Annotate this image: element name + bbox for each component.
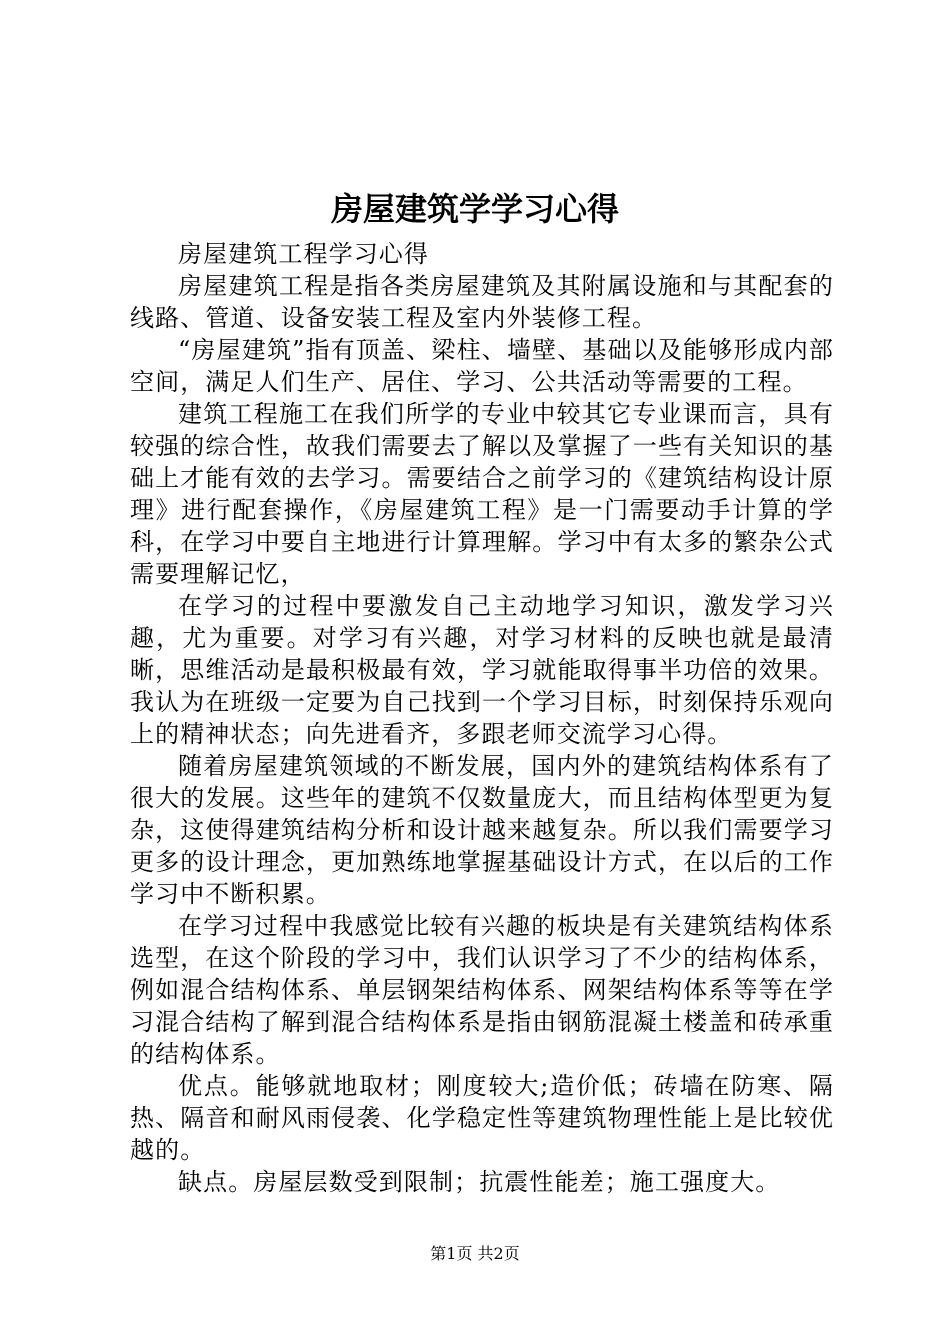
paragraph-course-nature: 建筑工程施工在我们所学的专业中较其它专业课而言，具有较强的综合性，故我们需要去了解以及掌握了一些有关知识的基础上才能有效的去学习。需要结合之前学习的《建筑结构设计原理》进行配套操作，《房屋建筑工程》是一门需要动手计算的学科，在学习中要自主地进行计算理解。学习中有太多的繁杂公式需要理解记忆， bbox=[130, 400, 834, 588]
paragraph-development: 随着房屋建筑领域的不断发展，国内外的建筑结构体系有了很大的发展。这些年的建筑不仅数量庞大，而且结构体型更为复杂，这使得建筑结构分析和设计越来越复杂。所以我们需要学习更多的设计理念，更加熟练地掌握基础设计方式，在以后的工作学习中不断积累。 bbox=[130, 752, 834, 908]
page-number-footer: 第1页 共2页 bbox=[430, 1244, 520, 1263]
document-body bbox=[130, 238, 834, 1198]
document-title: 房屋建筑学学习心得 bbox=[330, 190, 619, 228]
paragraph-advantages: 优点。能够就地取材；刚度较大;造价低；砖墙在防寒、隔热、隔音和耐风雨侵袭、化学稳定性等建筑物理性能上是比较优越的。 bbox=[130, 1072, 834, 1164]
paragraph-building-meaning: “房屋建筑”指有顶盖、梁柱、墙壁、基础以及能够形成内部空间，满足人们生产、居住、学习、公共活动等需要的工程。 bbox=[130, 336, 834, 396]
paragraph-disadvantages: 缺点。房屋层数受到限制；抗震性能差；施工强度大。 bbox=[178, 1168, 781, 1196]
paragraph-learning-interest: 在学习的过程中要激发自己主动地学习知识，激发学习兴趣，尤为重要。对学习有兴趣，对学习材料的反映也就是最清晰，思维活动是最积极最有效，学习就能取得事半功倍的效果。我认为在班级一定要为自己找到一个学习目标，时刻保持乐观向上的精神状态；向先进看齐，多跟老师交流学习心得。 bbox=[130, 592, 834, 748]
paragraph-subtitle: 房屋建筑工程学习心得 bbox=[178, 240, 429, 268]
paragraph-structure-systems: 在学习过程中我感觉比较有兴趣的板块是有关建筑结构体系选型，在这个阶段的学习中，我们认识学习了不少的结构体系，例如混合结构体系、单层钢架结构体系、网架结构体系等等在学习混合结构了解到混合结构体系是指由钢筋混凝土楼盖和砖承重的结构体系。 bbox=[130, 912, 834, 1068]
paragraph-definition: 房屋建筑工程是指各类房屋建筑及其附属设施和与其配套的线路、管道、设备安装工程及室内外装修工程。 bbox=[130, 272, 834, 332]
